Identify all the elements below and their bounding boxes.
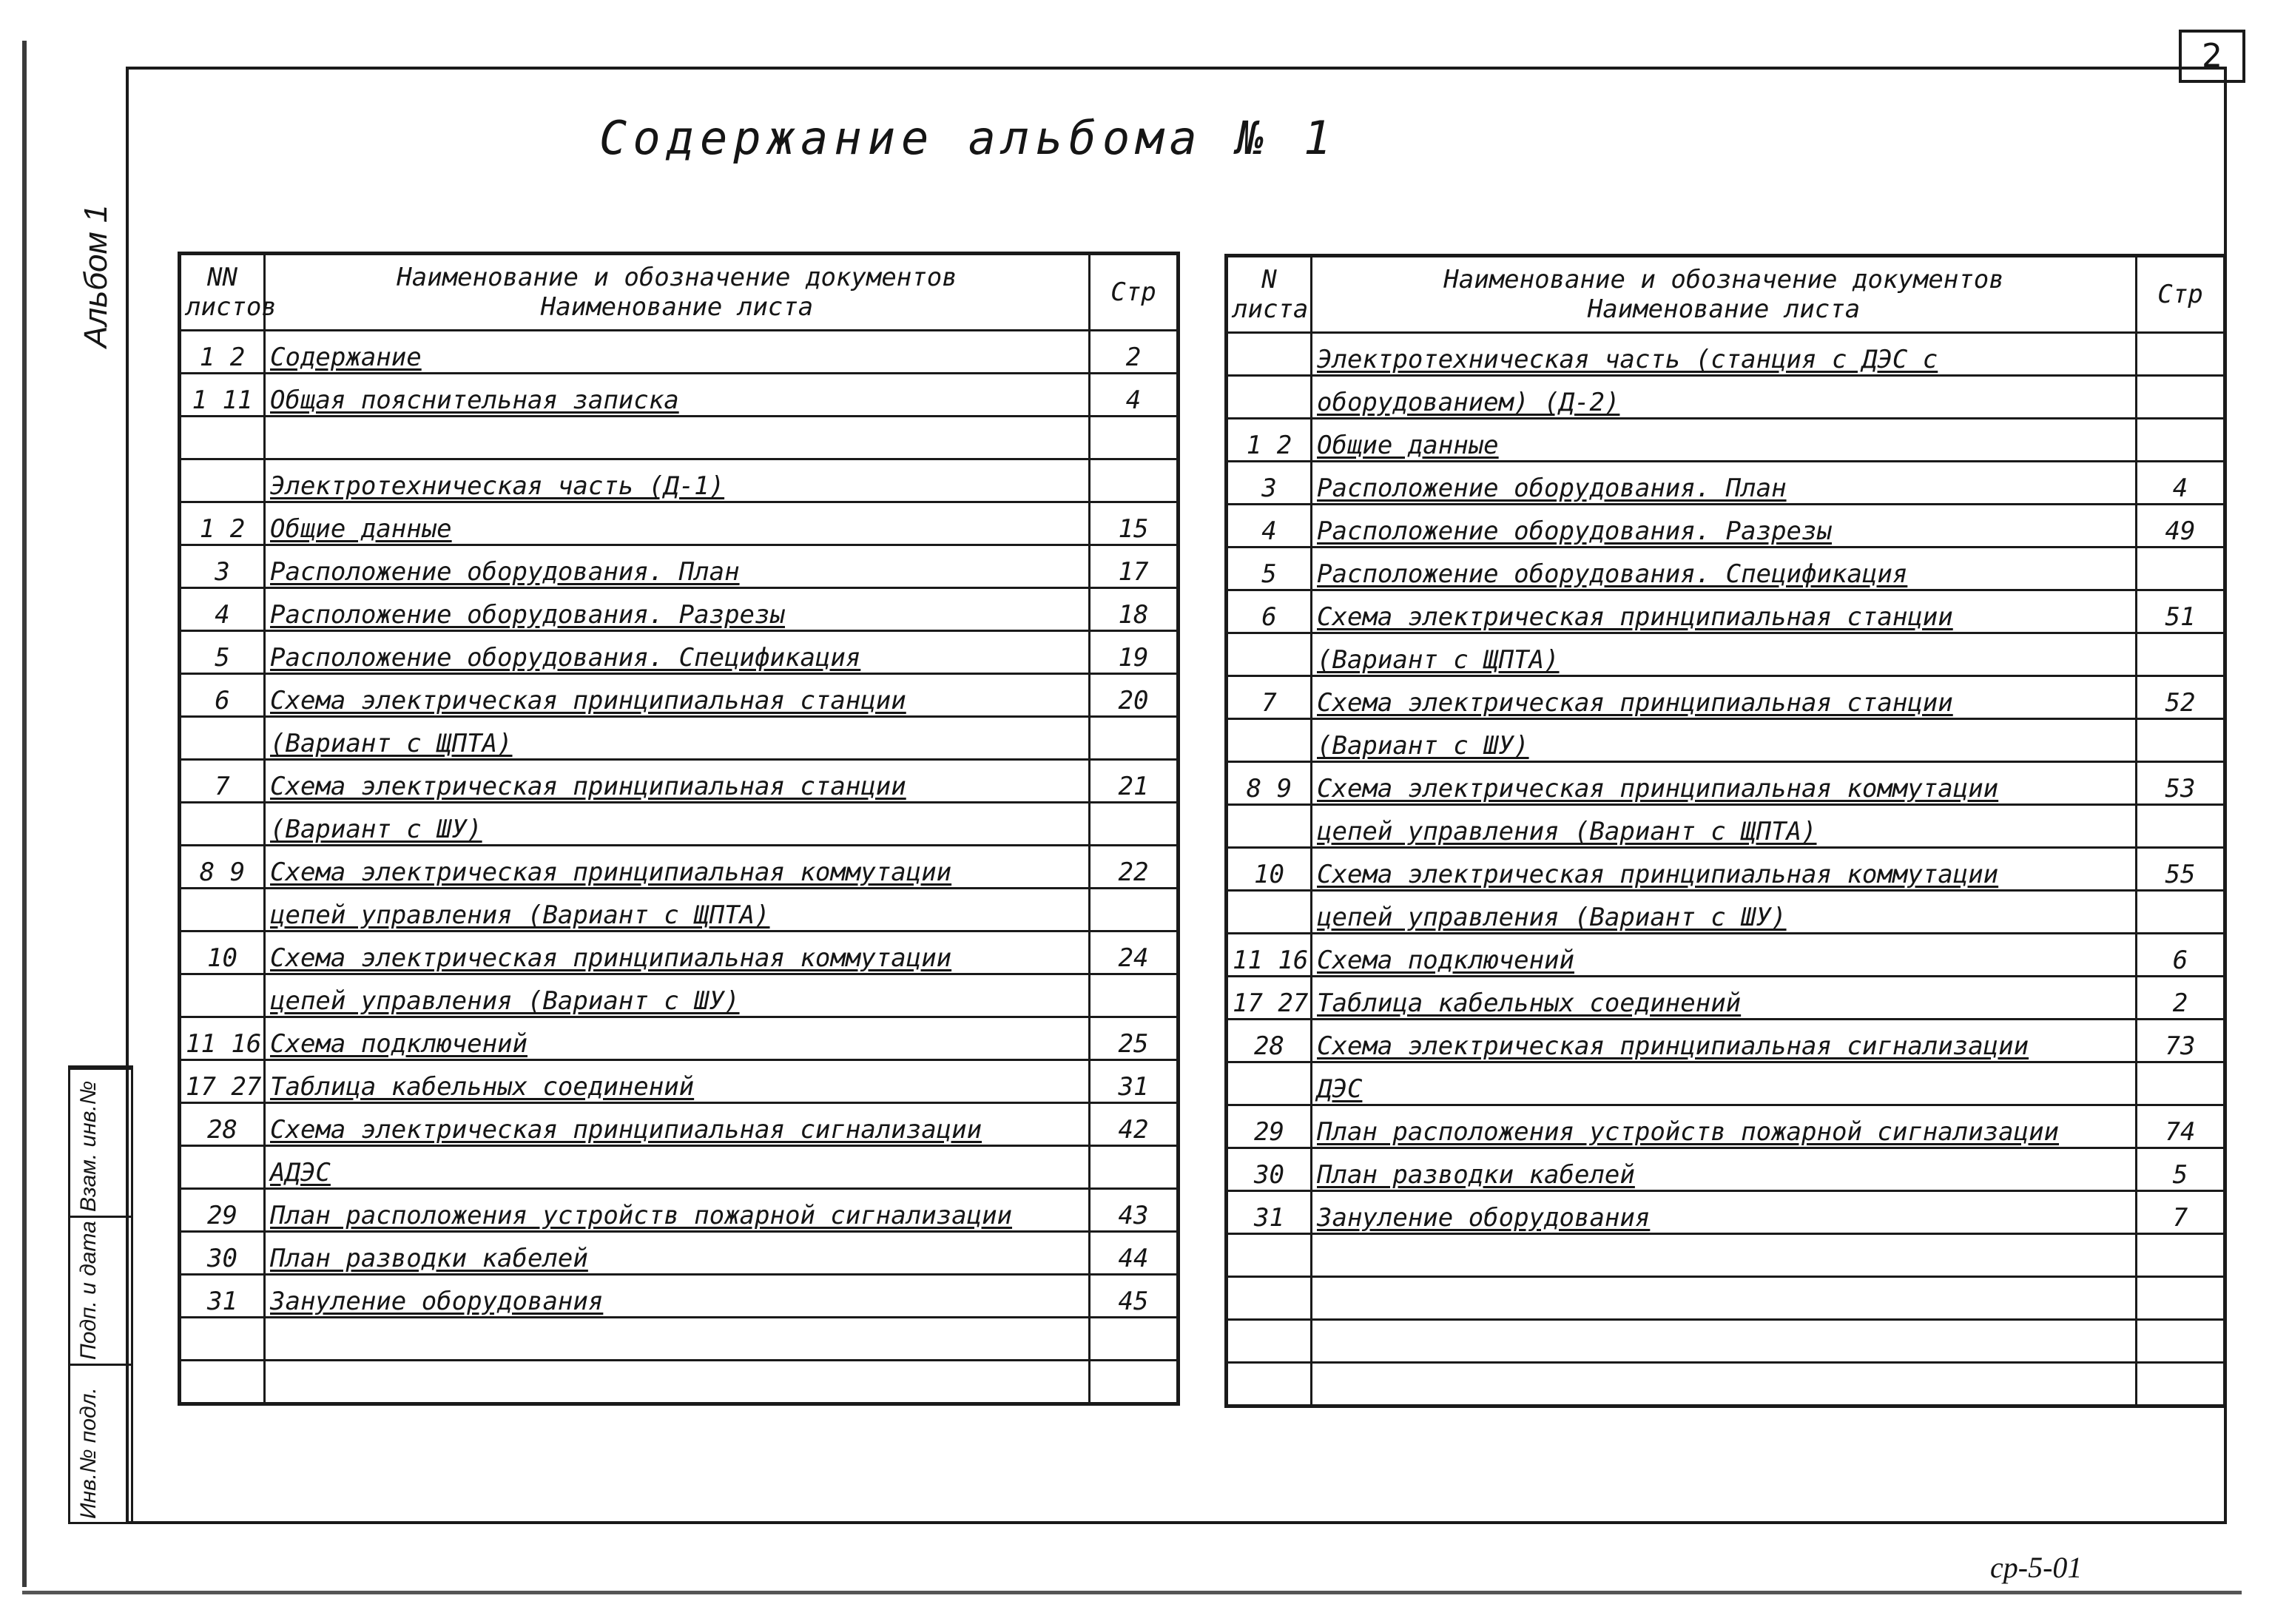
row-title: Расположение оборудования. Спецификация: [265, 631, 1090, 674]
row-title: План разводки кабелей: [1312, 1148, 2137, 1191]
table-row: [1227, 1320, 2225, 1363]
table-row: [1227, 891, 2225, 934]
row-number: 28: [1227, 1020, 1312, 1062]
row-page: [2137, 719, 2225, 762]
sheet-number-box: [2179, 30, 2245, 83]
stamp-cell-orig: [70, 1364, 131, 1525]
table-row: [180, 1146, 1179, 1189]
row-page: 4: [2137, 462, 2225, 505]
row-page: 22: [1090, 846, 1179, 889]
row-title: цепей управления (Вариант с ЩПТА): [1312, 805, 2137, 848]
header-page: [1090, 254, 1179, 331]
row-page: 24: [1090, 931, 1179, 974]
row-number: [1227, 1363, 1312, 1406]
row-number: 5: [180, 631, 265, 674]
stamp-cell-inv: [70, 1068, 131, 1218]
row-title: оборудованием) (Д-2): [1312, 376, 2137, 419]
header-page: [2137, 256, 2225, 333]
row-page: 5: [2137, 1148, 2225, 1191]
header-name-text: Наименование и обозначение документов Наименование листа: [397, 263, 957, 322]
row-number: [180, 459, 265, 502]
table-row: [1227, 676, 2225, 719]
row-title: Таблица кабельных соединений: [265, 1060, 1090, 1103]
row-number: 8 9: [180, 846, 265, 889]
document-code: ср-5-01: [1990, 1551, 2083, 1584]
contents-table-right-body: [1227, 333, 2225, 1406]
row-page: 4: [1090, 374, 1179, 417]
row-title: [265, 1361, 1090, 1404]
row-title: Схема электрическая принципиальная коммутации: [265, 931, 1090, 974]
table-row: [1227, 333, 2225, 376]
sheet-left-edge: [22, 41, 27, 1587]
table-row: [1227, 376, 2225, 419]
table-row: [1227, 1234, 2225, 1277]
row-page: [1090, 459, 1179, 502]
table-row: [1227, 762, 2225, 805]
row-page: 51: [2137, 590, 2225, 633]
table-row: [1227, 1277, 2225, 1320]
row-title: цепей управления (Вариант с ЩПТА): [265, 889, 1090, 931]
row-number: [1227, 805, 1312, 848]
sheet-bottom-edge: [22, 1591, 2242, 1594]
row-page: [2137, 333, 2225, 376]
row-title: План разводки кабелей: [265, 1232, 1090, 1275]
row-title: [1312, 1363, 2137, 1406]
row-title: Электротехническая часть (Д-1): [265, 459, 1090, 502]
row-number: [180, 889, 265, 931]
row-title: цепей управления (Вариант с ШУ): [265, 974, 1090, 1017]
row-number: [180, 1318, 265, 1361]
row-title: Электротехническая часть (станция с ДЭС с: [1312, 333, 2137, 376]
row-page: 2: [1090, 331, 1179, 374]
table-header-row: [180, 254, 1179, 331]
table-row: [1227, 633, 2225, 676]
row-number: 7: [180, 760, 265, 803]
row-number: 4: [1227, 505, 1312, 547]
contents-table-left-body: [180, 331, 1179, 1404]
row-number: [1227, 719, 1312, 762]
row-title: Общие данные: [265, 502, 1090, 545]
table-row: [180, 331, 1179, 374]
table-row: [180, 374, 1179, 417]
row-number: 10: [180, 931, 265, 974]
header-name-text: Наименование и обозначение документов Наименование листа: [1443, 265, 2004, 324]
row-page: [1090, 1146, 1179, 1189]
header-name: [1312, 256, 2137, 333]
row-title: Расположение оборудования. Спецификация: [1312, 547, 2137, 590]
row-number: 7: [1227, 676, 1312, 719]
row-number: 10: [1227, 848, 1312, 891]
row-number: [1227, 1277, 1312, 1320]
table-row: [180, 1318, 1179, 1361]
table-row: [1227, 848, 2225, 891]
row-title: [265, 1318, 1090, 1361]
row-number: 17 27: [180, 1060, 265, 1103]
row-title: цепей управления (Вариант с ШУ): [1312, 891, 2137, 934]
table-row: [180, 846, 1179, 889]
row-number: [180, 1361, 265, 1404]
header-num-text: N листа: [1233, 265, 1309, 324]
row-number: 11 16: [1227, 934, 1312, 977]
row-title: Таблица кабельных соединений: [1312, 977, 2137, 1020]
table-row: [180, 417, 1179, 459]
row-number: [1227, 1062, 1312, 1105]
row-title: Расположение оборудования. Разрезы: [265, 588, 1090, 631]
table-row: [1227, 934, 2225, 977]
row-title: Схема электрическая принципиальная станции: [1312, 590, 2137, 633]
row-page: [1090, 717, 1179, 760]
table-row: [180, 588, 1179, 631]
row-page: [2137, 1234, 2225, 1277]
row-title: [1312, 1234, 2137, 1277]
table-header-row: [1227, 256, 2225, 333]
table-row: [180, 674, 1179, 717]
header-num: [1227, 256, 1312, 333]
row-page: 43: [1090, 1189, 1179, 1232]
row-number: 30: [180, 1232, 265, 1275]
row-title: Схема подключений: [265, 1017, 1090, 1060]
row-title: [1312, 1320, 2137, 1363]
stamp-cell-sign: [70, 1216, 131, 1366]
row-title: Зануление оборудования: [1312, 1191, 2137, 1234]
table-row: [1227, 462, 2225, 505]
row-title: Схема подключений: [1312, 934, 2137, 977]
row-number: 29: [180, 1189, 265, 1232]
row-title: [1312, 1277, 2137, 1320]
row-number: 3: [1227, 462, 1312, 505]
row-title: Расположение оборудования. План: [1312, 462, 2137, 505]
table-row: [180, 1017, 1179, 1060]
row-number: [1227, 376, 1312, 419]
table-row: [180, 545, 1179, 588]
header-num-text: NN листов: [186, 263, 277, 322]
table-row: [180, 459, 1179, 502]
row-page: 74: [2137, 1105, 2225, 1148]
row-number: [1227, 633, 1312, 676]
row-title: (Вариант с ЩПТА): [1312, 633, 2137, 676]
row-page: [2137, 633, 2225, 676]
page-title: Содержание альбома № 1: [599, 111, 1338, 165]
table-row: [1227, 977, 2225, 1020]
table-row: [180, 1361, 1179, 1404]
table-row: [180, 1103, 1179, 1146]
table-row: [180, 889, 1179, 931]
row-title: Схема электрическая принципиальная коммутации: [1312, 848, 2137, 891]
row-title: Схема электрическая принципиальная коммутации: [1312, 762, 2137, 805]
row-page: [2137, 376, 2225, 419]
row-title: Схема электрическая принципиальная станции: [265, 760, 1090, 803]
table-row: [1227, 547, 2225, 590]
row-number: [180, 417, 265, 459]
row-page: 20: [1090, 674, 1179, 717]
row-number: 1 11: [180, 374, 265, 417]
table-row: [180, 631, 1179, 674]
row-title: Схема электрическая принципиальная коммутации: [265, 846, 1090, 889]
row-title: Расположение оборудования. План: [265, 545, 1090, 588]
row-page: [1090, 974, 1179, 1017]
row-title: (Вариант с ШУ): [1312, 719, 2137, 762]
table-row: [1227, 719, 2225, 762]
row-title: Общие данные: [1312, 419, 2137, 462]
table-row: [180, 803, 1179, 846]
row-page: 21: [1090, 760, 1179, 803]
row-number: 28: [180, 1103, 265, 1146]
row-page: 49: [2137, 505, 2225, 547]
row-number: 31: [1227, 1191, 1312, 1234]
sheet-number: 2: [2202, 37, 2222, 75]
contents-table-left: [178, 252, 1180, 1406]
row-number: 1 2: [1227, 419, 1312, 462]
row-number: [180, 974, 265, 1017]
row-page: 18: [1090, 588, 1179, 631]
row-page: 25: [1090, 1017, 1179, 1060]
row-number: 1 2: [180, 502, 265, 545]
row-number: 5: [1227, 547, 1312, 590]
row-number: [180, 1146, 265, 1189]
album-label: Альбом 1: [78, 204, 114, 348]
row-number: 31: [180, 1275, 265, 1318]
table-row: [1227, 1363, 2225, 1406]
stamp-label-sign: Подп. и дата: [76, 1221, 101, 1360]
row-number: 30: [1227, 1148, 1312, 1191]
row-title: [265, 417, 1090, 459]
table-row: [180, 502, 1179, 545]
row-number: 6: [180, 674, 265, 717]
row-page: [2137, 547, 2225, 590]
table-row: [1227, 1062, 2225, 1105]
row-page: [1090, 1361, 1179, 1404]
row-title: Схема электрическая принципиальная сигнализации: [1312, 1020, 2137, 1062]
table-row: [180, 974, 1179, 1017]
row-title: АДЭС: [265, 1146, 1090, 1189]
row-number: [180, 803, 265, 846]
table-row: [180, 1189, 1179, 1232]
row-page: [2137, 1320, 2225, 1363]
row-number: 17 27: [1227, 977, 1312, 1020]
row-title: План расположения устройств пожарной сигнализации: [265, 1189, 1090, 1232]
row-number: [1227, 1320, 1312, 1363]
row-page: [1090, 803, 1179, 846]
table-row: [180, 931, 1179, 974]
row-page: 31: [1090, 1060, 1179, 1103]
table-row: [1227, 1148, 2225, 1191]
row-page: 42: [1090, 1103, 1179, 1146]
table-row: [180, 1232, 1179, 1275]
row-page: [2137, 1277, 2225, 1320]
row-page: 19: [1090, 631, 1179, 674]
row-number: [1227, 891, 1312, 934]
row-page: 2: [2137, 977, 2225, 1020]
stamp-label-orig: Инв.№ подл.: [76, 1387, 101, 1519]
row-number: 4: [180, 588, 265, 631]
table-row: [1227, 590, 2225, 633]
row-page: [1090, 889, 1179, 931]
row-title: Общая пояснительная записка: [265, 374, 1090, 417]
header-page-text: Стр: [2157, 280, 2203, 309]
row-page: [2137, 1363, 2225, 1406]
header-name: [265, 254, 1090, 331]
row-title: ДЭС: [1312, 1062, 2137, 1105]
row-page: [2137, 419, 2225, 462]
row-title: План расположения устройств пожарной сигнализации: [1312, 1105, 2137, 1148]
table-row: [180, 1060, 1179, 1103]
row-page: 73: [2137, 1020, 2225, 1062]
row-page: 15: [1090, 502, 1179, 545]
row-number: 3: [180, 545, 265, 588]
contents-table-right: [1224, 254, 2227, 1408]
header-num: [180, 254, 277, 331]
row-title: Зануление оборудования: [265, 1275, 1090, 1318]
row-page: 7: [2137, 1191, 2225, 1234]
row-number: 6: [1227, 590, 1312, 633]
table-row: [1227, 1020, 2225, 1062]
row-number: 29: [1227, 1105, 1312, 1148]
table-row: [1227, 505, 2225, 547]
table-row: [180, 760, 1179, 803]
row-page: [1090, 1318, 1179, 1361]
row-page: 44: [1090, 1232, 1179, 1275]
table-row: [180, 717, 1179, 760]
table-row: [180, 1275, 1179, 1318]
row-title: Схема электрическая принципиальная станции: [265, 674, 1090, 717]
row-number: 11 16: [180, 1017, 265, 1060]
row-page: [2137, 891, 2225, 934]
row-page: 17: [1090, 545, 1179, 588]
stamp-label-inv: Взам. инв.№: [76, 1080, 101, 1212]
row-title: Схема электрическая принципиальная станции: [1312, 676, 2137, 719]
row-page: [2137, 805, 2225, 848]
row-number: 1 2: [180, 331, 265, 374]
row-title: (Вариант с ЩПТА): [265, 717, 1090, 760]
table-row: [1227, 805, 2225, 848]
row-title: Расположение оборудования. Разрезы: [1312, 505, 2137, 547]
row-title: (Вариант с ШУ): [265, 803, 1090, 846]
row-title: Схема электрическая принципиальная сигнализации: [265, 1103, 1090, 1146]
row-number: [1227, 1234, 1312, 1277]
row-page: 55: [2137, 848, 2225, 891]
row-page: [2137, 1062, 2225, 1105]
row-page: 52: [2137, 676, 2225, 719]
row-number: 8 9: [1227, 762, 1312, 805]
header-page-text: Стр: [1110, 277, 1156, 307]
table-row: [1227, 1191, 2225, 1234]
approval-stamp: [68, 1065, 133, 1524]
row-page: 6: [2137, 934, 2225, 977]
row-number: [1227, 333, 1312, 376]
row-page: 45: [1090, 1275, 1179, 1318]
table-row: [1227, 1105, 2225, 1148]
table-row: [1227, 419, 2225, 462]
row-title: Содержание: [265, 331, 1090, 374]
row-page: 53: [2137, 762, 2225, 805]
row-page: [1090, 417, 1179, 459]
row-number: [180, 717, 265, 760]
